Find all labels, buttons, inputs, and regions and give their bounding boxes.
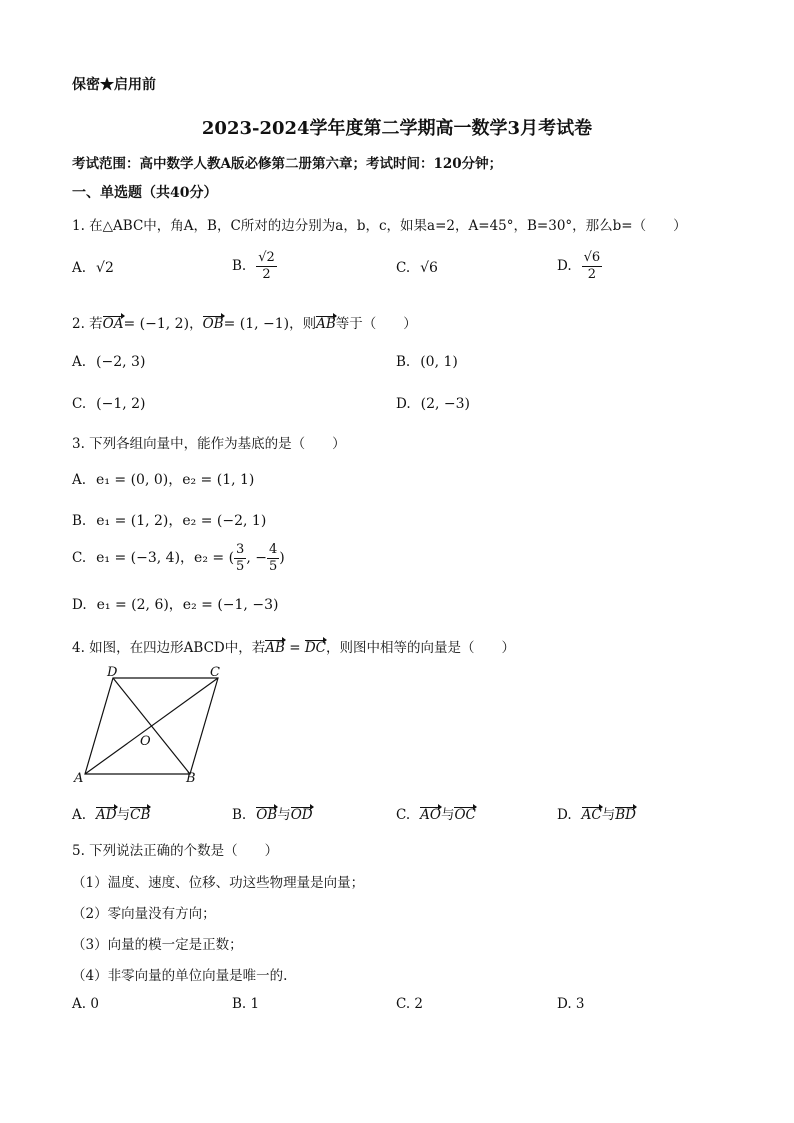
q5-statement-2: （2）零向量没有方向； [72,906,216,922]
q4-option-a: A. AD与CB [72,807,151,823]
vertex-label-b: B [186,771,196,786]
section-heading: 一、单选题（共40分） [72,185,218,201]
q5-option-c: C. 2 [396,996,424,1012]
q1-c-value: √6 [420,260,438,276]
q4-option-c: C. AO与OC [396,807,476,823]
q5-statement-4: （4）非零向量的单位向量是唯一的. [72,968,288,984]
q1-b-fraction: $\frac{√2}{2}$ [258,250,275,282]
q5-statement-3: （3）向量的模一定是正数； [72,937,243,953]
q1-d-fraction: $\frac{√6}{2}$ [583,250,601,282]
q5-option-b: B. 1 [232,996,260,1012]
vector-dc: DC [304,640,326,656]
q2-option-b: B. (0, 1) [396,354,458,370]
q3-option-b: B. e₁ = (1, 2)，e₂ = (−2, 1) [72,513,267,529]
q3-option-d: D. e₁ = (2, 6)，e₂ = (−1, −3) [72,597,279,613]
secret-label: 保密★启用前 [72,77,156,93]
q3-c-frac-1: $\frac{3}{5}$ [236,542,245,574]
q3-option-a: A. e₁ = (0, 0)，e₂ = (1, 1) [72,472,255,488]
q2-option-c: C. (−1, 2) [72,396,146,412]
q1-option-a: A. √2 [72,260,114,276]
q5-statement-1: （1）温度、速度、位移、功这些物理量是向量； [72,875,365,891]
q3-stem: 3. 下列各组向量中，能作为基底的是（ ） [72,436,346,452]
q2-option-a: A. (−2, 3) [72,354,146,370]
q5-option-a: A. 0 [72,996,99,1012]
q5-stem: 5. 下列说法正确的个数是（ ） [72,843,279,859]
q2-stem: 2. 若OA= (−1, 2)，OB= (1, −1)，则AB等于（ ） [72,316,417,332]
q5-option-d: D. 3 [557,996,585,1012]
q4-stem: 4. 如图，在四边形ABCD中，若AB = DC，则图中相等的向量是（ ） [72,640,515,656]
q4-option-b: B. OB与OD [232,807,313,823]
center-label-o: O [140,734,151,749]
vector-ob: OB [202,316,224,332]
q3-c-frac-2: $\frac{4}{5}$ [268,542,278,574]
vertex-label-d: D [107,665,118,680]
parallelogram-figure [70,664,240,788]
q1-option-b: B. $\frac{√2}{2}$ [232,250,275,282]
q3-option-c: C. e₁ = (−3, 4)，e₂ = ( $\frac{3}{5}$ , − $\frac{4}{5}$ ) [72,542,285,574]
q1-option-c: C. √6 [396,260,438,276]
vertex-label-a: A [74,771,84,786]
q1-a-value: √2 [96,260,114,276]
vertex-label-c: C [210,665,220,680]
exam-title: 2023-2024学年度第二学期高一数学3月考试卷 [201,118,593,139]
vector-oa: OA [102,316,124,332]
vector-ab: AB [265,640,285,656]
q4-option-d: D. AC与BD [557,807,636,823]
exam-scope: 考试范围：高中数学人教A版必修第二册第六章；考试时间：120分钟； [72,156,503,172]
vector-ab: AB [316,316,336,332]
q1-option-d: D. $\frac{√6}{2}$ [557,250,601,282]
q2-option-d: D. (2, −3) [396,396,471,412]
diagonal-ac [85,678,218,774]
q1-stem: 1. 在△ABC中，角A，B，C所对的边分别为a，b，c，如果a=2，A=45°，B=30°，那么b=（ ） [72,218,687,234]
